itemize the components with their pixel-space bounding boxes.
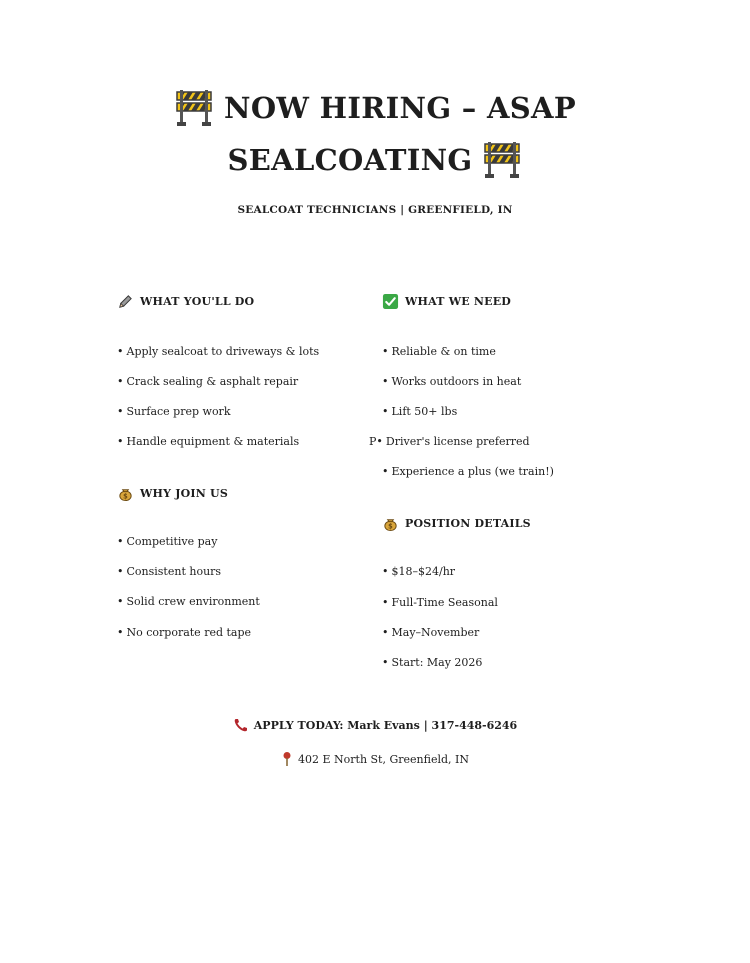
bullet: • — [117, 535, 124, 548]
section-heading — [382, 514, 531, 532]
item-text: Crack sealing & asphalt repair — [126, 375, 299, 388]
heading-text: WHAT YOU'LL DO — [140, 294, 255, 308]
heading-text: WHAT WE NEED — [405, 294, 512, 308]
check-mark-icon — [382, 293, 399, 310]
phone-icon — [233, 717, 249, 733]
apply-line — [0, 717, 750, 733]
item-prefix: P — [369, 435, 377, 448]
item-text: Competitive pay — [126, 535, 218, 548]
section-what-we-need — [369, 292, 554, 478]
svg-text:$: $ — [388, 522, 393, 531]
apply-text: APPLY TODAY: Mark Evans | 317-448-6246 — [253, 718, 518, 732]
item-text: Handle equipment & materials — [126, 435, 300, 448]
bullet: • — [376, 435, 383, 448]
bullet: • — [382, 465, 389, 478]
list-item — [117, 625, 251, 641]
bullet: • — [117, 595, 124, 608]
title-text-2: SEALCOATING — [227, 142, 473, 177]
heading-text: POSITION DETAILS — [405, 516, 531, 530]
list-item — [117, 594, 260, 610]
bullet: • — [117, 626, 124, 639]
bullet: • — [382, 565, 389, 578]
address-line — [0, 751, 750, 767]
list-item — [382, 625, 479, 641]
bullet: • — [382, 626, 389, 639]
section-heading — [382, 292, 511, 310]
section-position-details — [382, 514, 531, 669]
item-text: $18–$24/hr — [391, 565, 456, 578]
item-text: Reliable & on time — [391, 345, 496, 358]
title-text-1: NOW HIRING – ASAP — [224, 90, 576, 125]
subtitle: SEALCOAT TECHNICIANS | GREENFIELD, IN — [237, 204, 513, 216]
construction-barrier-icon — [174, 88, 214, 128]
list-item — [382, 344, 496, 360]
bullet: • — [382, 656, 389, 669]
pencil-icon — [117, 293, 134, 310]
bullet: • — [117, 565, 124, 578]
item-text: Apply sealcoat to driveways & lots — [126, 345, 320, 358]
list-item — [382, 464, 554, 480]
svg-text:$: $ — [123, 492, 128, 501]
item-text: Lift 50+ lbs — [391, 405, 458, 418]
bullet: • — [382, 405, 389, 418]
heading-text: WHY JOIN US — [140, 486, 228, 500]
list-item — [382, 595, 498, 611]
item-text: May–November — [391, 626, 480, 639]
money-bag-icon — [382, 515, 399, 532]
item-text: Surface prep work — [126, 405, 231, 418]
bullet: • — [117, 345, 124, 358]
item-text: No corporate red tape — [126, 626, 252, 639]
bullet: • — [117, 375, 124, 388]
item-text: Full-Time Seasonal — [391, 596, 498, 609]
bullet: • — [117, 435, 124, 448]
bullet: • — [382, 375, 389, 388]
money-bag-icon — [117, 485, 134, 502]
list-item — [382, 564, 455, 580]
bullet: • — [117, 405, 124, 418]
list-item — [117, 534, 217, 550]
item-text: Driver's license preferred — [385, 435, 530, 448]
construction-barrier-icon — [482, 140, 522, 180]
item-text: Solid crew environment — [126, 595, 260, 608]
section-heading — [117, 292, 254, 310]
list-item — [369, 434, 530, 450]
bullet: • — [382, 345, 389, 358]
list-item — [382, 374, 521, 390]
list-item — [117, 404, 230, 420]
pin-icon — [281, 751, 293, 767]
section-heading — [117, 484, 228, 502]
section-what-youll-do — [117, 292, 320, 448]
item-text: Works outdoors in heat — [391, 375, 522, 388]
item-text: Experience a plus (we train!) — [391, 465, 554, 478]
section-why-join-us — [117, 484, 260, 639]
list-item — [117, 374, 298, 390]
title-line-1 — [0, 88, 750, 128]
bullet: • — [382, 596, 389, 609]
address-text: 402 E North St, Greenfield, IN — [298, 752, 469, 766]
list-item — [117, 564, 221, 580]
item-text: Consistent hours — [126, 565, 222, 578]
list-item — [382, 655, 482, 671]
list-item — [382, 404, 457, 420]
list-item — [117, 434, 299, 450]
list-item — [117, 344, 319, 360]
title-line-2 — [0, 140, 750, 180]
item-text: Start: May 2026 — [391, 656, 483, 669]
